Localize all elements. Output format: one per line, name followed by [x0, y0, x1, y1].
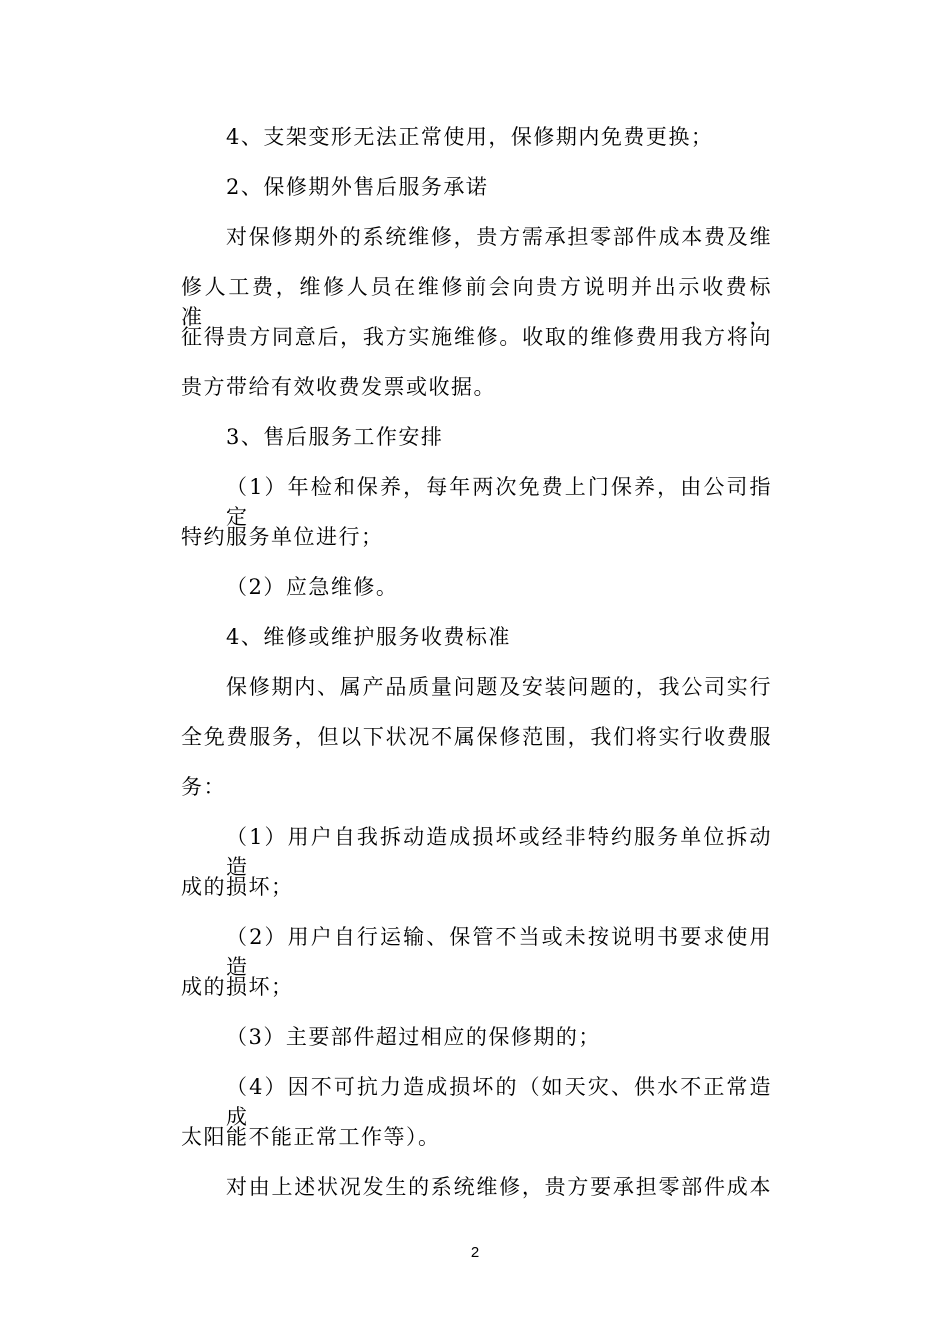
text-line: 务： — [181, 775, 226, 799]
list-item: （4）因不可抗力造成损坏的（如天灾、供水不正常造成 — [226, 1075, 772, 1129]
text-line: 对由上述状况发生的系统维修，贵方要承担零部件成本 — [226, 1175, 772, 1199]
text-line: 征得贵方同意后，我方实施维修。收取的维修费用我方将向 — [181, 325, 772, 349]
list-item: （2）应急维修。 — [226, 575, 399, 599]
text-line: 对保修期外的系统维修，贵方需承担零部件成本费及维 — [226, 225, 772, 249]
list-item: （1）用户自我拆动造成损坏或经非特约服务单位拆动造 — [226, 825, 772, 879]
list-item: （1）年检和保养，每年两次免费上门保养，由公司指定 — [226, 475, 772, 529]
text-line: 全免费服务，但以下状况不属保修范围，我们将实行收费服 — [181, 725, 772, 749]
text-line: 贵方带给有效收费发票或收据。 — [181, 375, 496, 399]
list-item: （3）主要部件超过相应的保修期的； — [226, 1025, 601, 1049]
section-heading: 3、售后服务工作安排 — [226, 425, 444, 449]
text-line: 成的损坏； — [181, 875, 294, 899]
text-line: 修人工费，维修人员在维修前会向贵方说明并出示收费标准， — [181, 275, 772, 329]
text-line: 保修期内、属产品质量问题及安装问题的，我公司实行 — [226, 675, 772, 699]
text-line: 成的损坏； — [181, 975, 294, 999]
section-heading: 4、维修或维护服务收费标准 — [226, 625, 511, 649]
text-line: 特约服务单位进行； — [181, 525, 384, 549]
page-number: 2 — [470, 1244, 480, 1261]
text-line: 太阳能不能正常工作等）。 — [181, 1125, 441, 1149]
list-item: （2）用户自行运输、保管不当或未按说明书要求使用造 — [226, 925, 772, 979]
text-line: 4、支架变形无法正常使用，保修期内免费更换； — [226, 125, 714, 149]
section-heading: 2、保修期外售后服务承诺 — [226, 175, 489, 199]
